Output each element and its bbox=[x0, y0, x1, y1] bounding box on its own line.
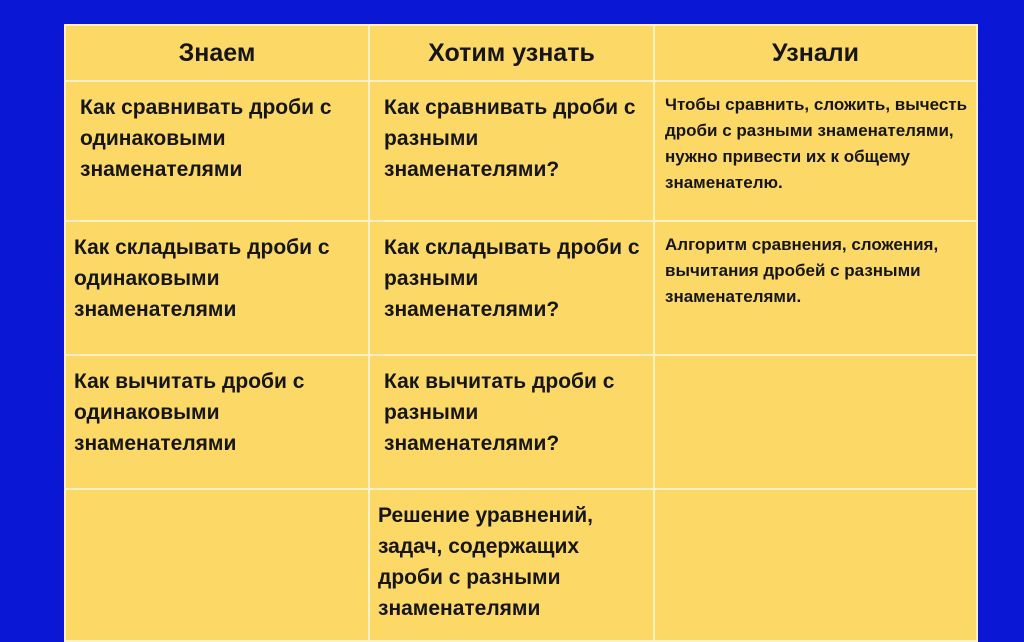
header-know: Знаем bbox=[65, 25, 369, 81]
cell-know: Как складывать дроби с одинаковыми знаменателями bbox=[65, 221, 369, 355]
table-row bbox=[65, 221, 977, 355]
cell-learned: Чтобы сравнить, сложить, вычесть дроби с разными знаменателями, нужно привести их к общему знаменателю. bbox=[654, 81, 977, 221]
cell-know bbox=[65, 489, 369, 641]
table-row bbox=[65, 355, 977, 489]
kwl-table-wrapper bbox=[64, 24, 970, 620]
cell-learned bbox=[654, 489, 977, 641]
header-want: Хотим узнать bbox=[369, 25, 654, 81]
cell-want: Как сравнивать дроби с разными знаменателями? bbox=[369, 81, 654, 221]
cell-learned bbox=[654, 355, 977, 489]
cell-know: Как вычитать дроби с одинаковыми знаменателями bbox=[65, 355, 369, 489]
table-row bbox=[65, 81, 977, 221]
cell-know: Как сравнивать дроби с одинаковыми знаменателями bbox=[65, 81, 369, 221]
cell-learned: Алгоритм сравнения, сложения, вычитания дробей с разными знаменателями. bbox=[654, 221, 977, 355]
cell-want: Как складывать дроби с разными знаменателями? bbox=[369, 221, 654, 355]
cell-want: Решение уравнений, задач, содержащих дроби с разными знаменателями bbox=[369, 489, 654, 641]
cell-want: Как вычитать дроби с разными знаменателями? bbox=[369, 355, 654, 489]
header-learned: Узнали bbox=[654, 25, 977, 81]
kwl-table bbox=[64, 24, 978, 642]
table-row bbox=[65, 489, 977, 641]
header-row bbox=[65, 25, 977, 81]
